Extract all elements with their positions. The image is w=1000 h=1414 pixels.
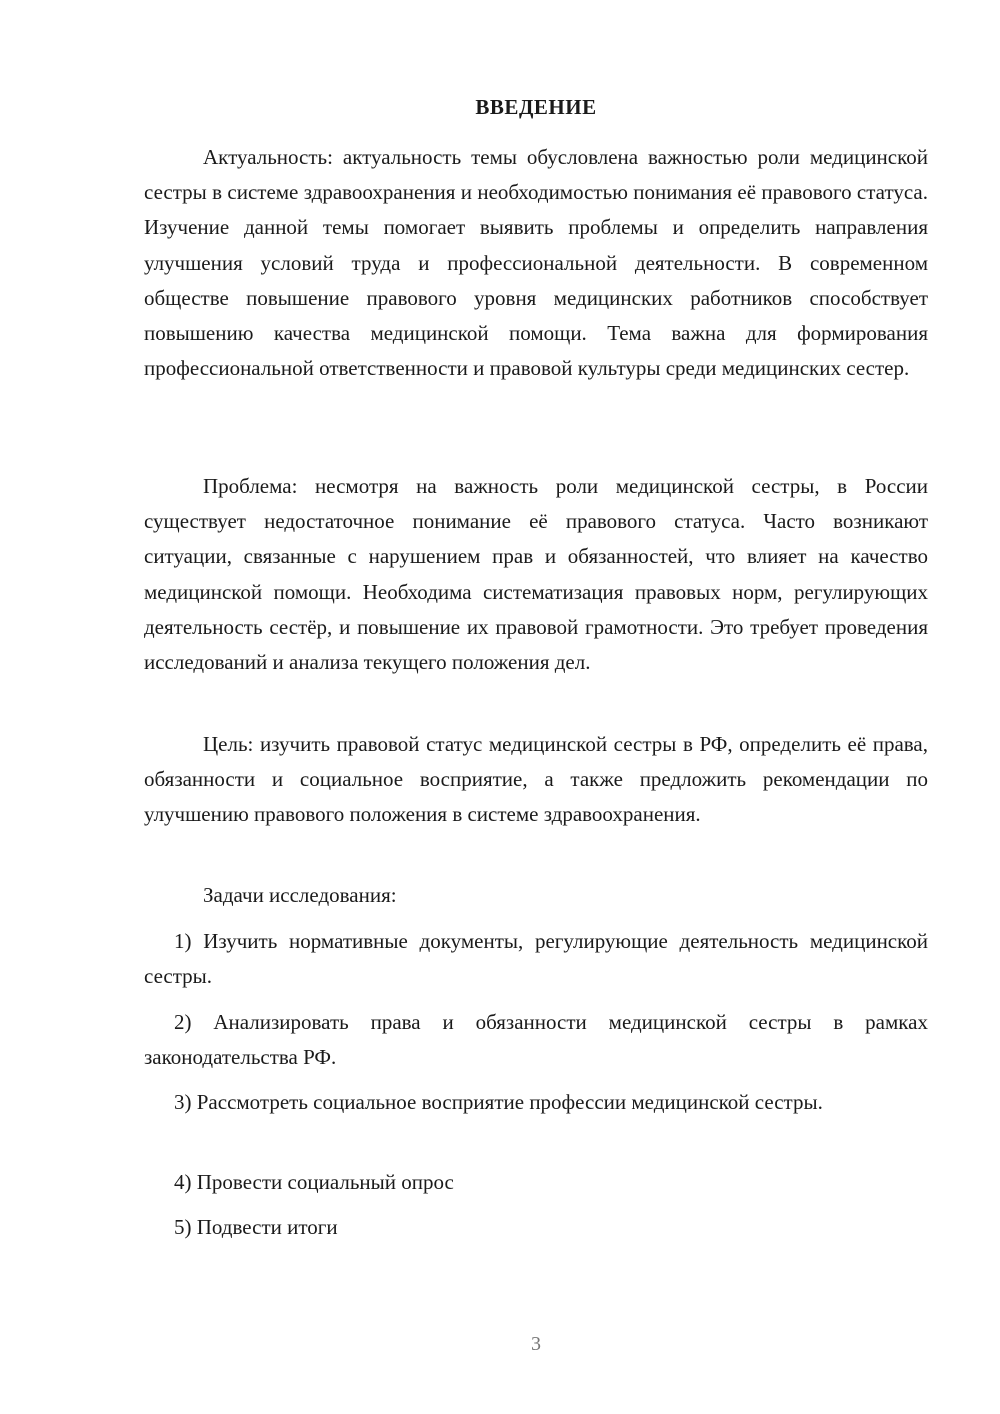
task-item: 5) Подвести итоги [174,1215,338,1239]
paragraph-tasks-heading: Задачи исследования: [203,883,397,907]
paragraph-problem: Проблема: несмотря на важность роли медицинской сестры, в России существует недостаточное понимание её правового статуса. Часто возникают ситуации, связанные с нарушением прав и обязанностей, что влияет на качество медицинской помощи. Необходима систематизация правовых норм, регулирующих деятельность сестёр, и повышение их правовой грамотности. Это требует проведения исследований и анализа текущего положения дел. [144,474,928,675]
page-number: 3 [531,1333,541,1355]
task-item: 3) Рассмотреть социальное восприятие профессии медицинской сестры. [174,1090,823,1114]
paragraph-relevance: Актуальность: актуальность темы обусловлена важностью роли медицинской сестры в системе здравоохранения и необходимостью понимания её правового статуса. Изучение данной темы помогает выявить проблемы и определить направления улучшения условий труда и профессиональной деятельности. В современном обществе повышение правового уровня медицинских работников способствует повышению качества медицинской помощи. Тема важна для формирования профессиональной ответственности и правовой культуры среди медицинских сестер. [144,145,928,381]
document-page [144,0,928,1414]
section-title: ВВЕДЕНИЕ [475,95,597,119]
task-item: 1) Изучить нормативные документы, регулирующие деятельность медицинской сестры. [144,929,928,989]
task-item: 4) Провести социальный опрос [174,1170,454,1194]
task-item: 2) Анализировать права и обязанности медицинской сестры в рамках законодательства РФ. [144,1010,928,1070]
paragraph-goal: Цель: изучить правовой статус медицинской сестры в РФ, определить её права, обязанности и социальное восприятие, а также предложить рекомендации по улучшению правового положения в системе здравоохранения. [144,732,928,827]
